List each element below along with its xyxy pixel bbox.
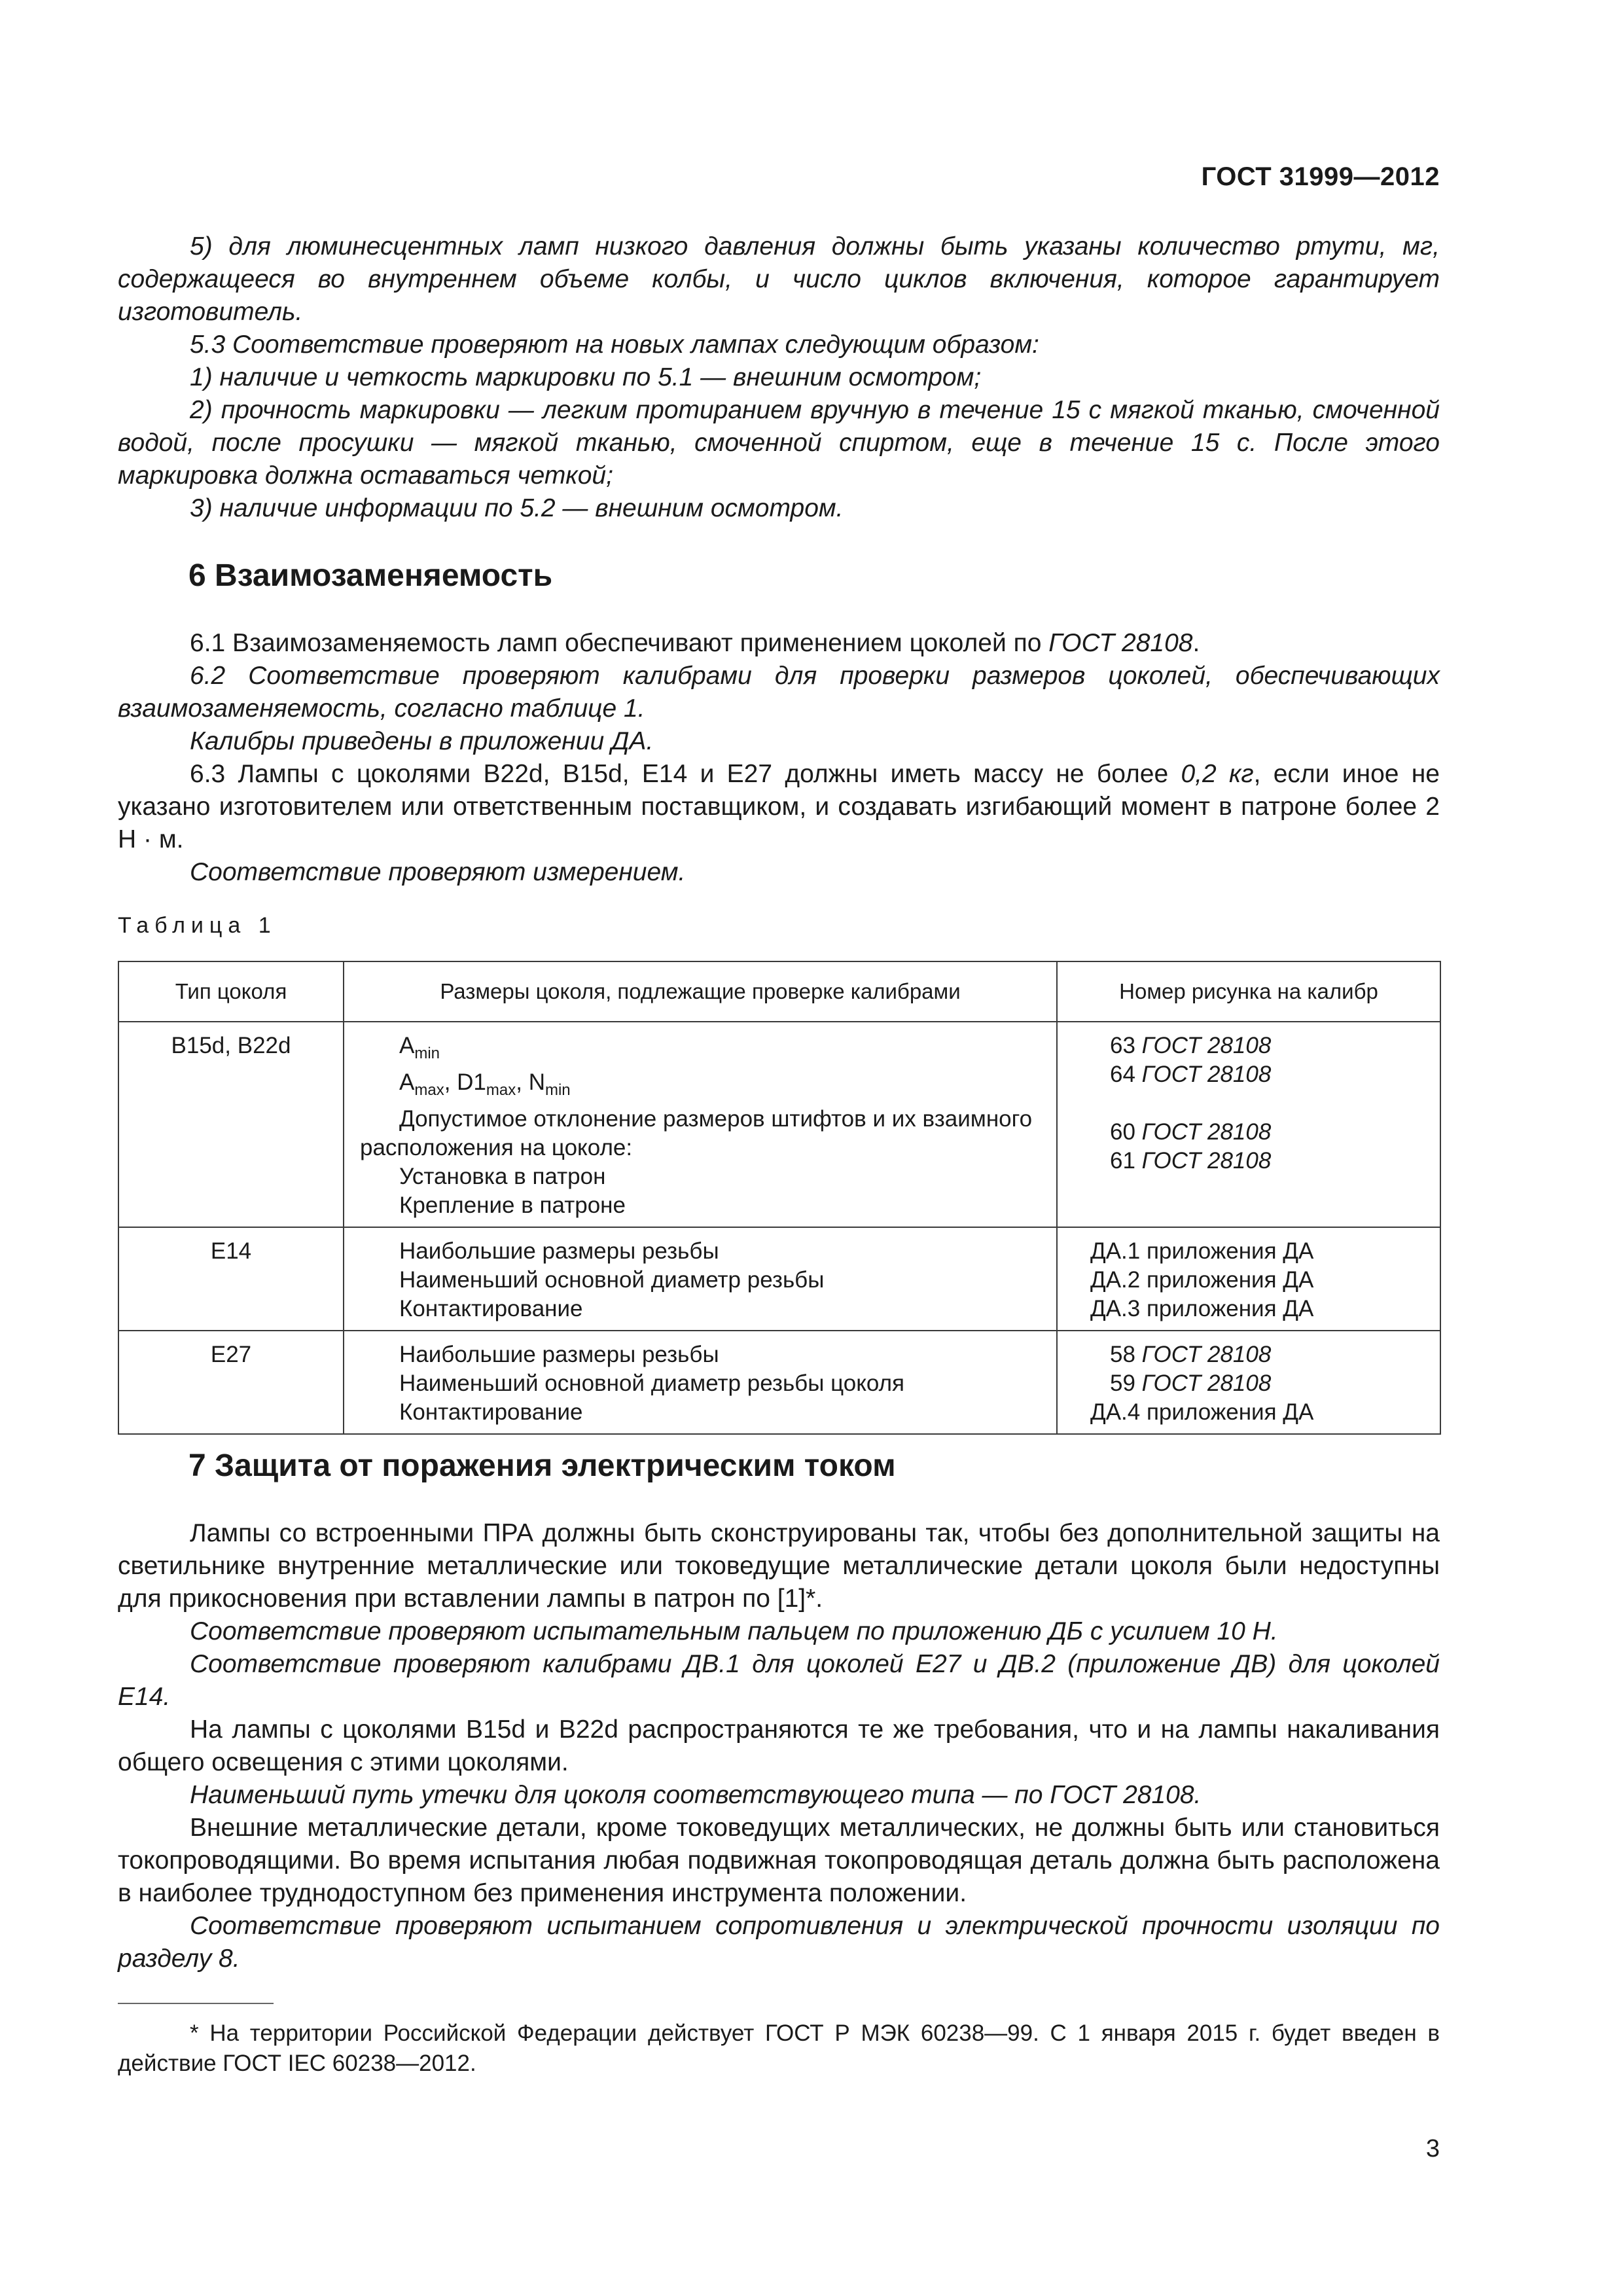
fig-ref-standard: ГОСТ 28108	[1141, 1033, 1272, 1058]
check-item-2: 2) прочность маркировки — легким протиранием вручную в течение 15 с мягкой тканью, смоченной водой, после просушки — мягкой тканью, смоченной спиртом, еще в течение 15 с. После этого маркировка должна оставаться четкой;	[118, 396, 1440, 490]
dim-item: Наименьший основной диаметр резьбы цоколя	[399, 1371, 904, 1396]
section-7-p3: Соответствие проверяют калибрами ДВ.1 для цоколей E27 и ДВ.2 (приложение ДВ) для цоколей E14.	[118, 1650, 1440, 1711]
table-row	[118, 1022, 1440, 1227]
dim-d1-symbol: , D1	[444, 1069, 486, 1095]
section-6-body	[118, 627, 1440, 889]
document-id-header: ГОСТ 31999—2012	[1201, 162, 1440, 191]
table-row	[118, 1331, 1440, 1434]
fig-ref-number: 58	[1110, 1342, 1142, 1367]
item-5-paragraph: 5) для люминесцентных ламп низкого давления должны быть указаны количество ртути, мг, содержащееся во внутреннем объеме колбы, и число циклов включения, которое гарантирует изготовитель.	[118, 232, 1440, 326]
fig-ref	[1110, 1369, 1427, 1398]
dim-a-min	[360, 1031, 1043, 1068]
fig-ref-number: 60	[1110, 1119, 1142, 1145]
fig-ref	[1110, 1031, 1427, 1060]
clause-6-1-end: .	[1192, 629, 1200, 657]
table-row	[118, 1227, 1440, 1331]
section-7-title: 7 Защита от поражения электрическим током	[188, 1448, 896, 1483]
fig-ref	[1110, 1060, 1427, 1089]
header-dimensions: Размеры цоколя, подлежащие проверке калибрами	[344, 961, 1057, 1022]
fig-ref: ДА.4 приложения ДА	[1090, 1399, 1314, 1425]
clause-6-1-ref: ГОСТ 28108	[1048, 629, 1193, 657]
fig-ref-number: 63	[1110, 1033, 1142, 1058]
fig-ref-number: 59	[1110, 1371, 1142, 1396]
footnote	[118, 2018, 1440, 2079]
fig-ref	[1110, 1340, 1427, 1369]
dim-a-min-sub: min	[414, 1045, 440, 1062]
dim-n-sub: min	[544, 1081, 571, 1099]
dim-pin-deviation: Допустимое отклонение размеров штифтов и их взаимного расположения на цоколе:	[360, 1106, 1033, 1160]
cell-base-type: E14	[118, 1227, 344, 1331]
section-7-p5: Наименьший путь утечки для цоколя соответствующего типа — по ГОСТ 28108.	[190, 1781, 1202, 1809]
dim-a-min-symbol: A	[399, 1033, 415, 1058]
section-7-p1: Лампы со встроенными ПРА должны быть сконструированы так, чтобы без дополнительной защиты на светильнике внутренние металлические или токоведущие металлические детали цоколя были недоступны для прикосновения при вставлении лампы в патрон по [1]*.	[118, 1519, 1440, 1613]
clause-6-3-text-end: , если иное не указано изготовителем или ответственным поставщиком, и создавать изгибающий момент в патроне более 2 Н · м.	[118, 760, 1440, 853]
cell-figure-refs	[1057, 1331, 1440, 1434]
cell-dimensions	[344, 1227, 1057, 1331]
cell-base-type: B15d, B22d	[118, 1022, 344, 1227]
fig-ref-standard: ГОСТ 28108	[1141, 1342, 1272, 1367]
section-7-p4: На лампы с цоколями B15d и B22d распространяются те же требования, что и на лампы накаливания общего освещения с этими цоколями.	[118, 1715, 1440, 1776]
dim-a-max-symbol: A	[399, 1069, 415, 1095]
section-7-p2: Соответствие проверяют испытательным пальцем по приложению ДБ с усилием 10 Н.	[190, 1617, 1278, 1645]
dim-retention: Крепление в патроне	[399, 1193, 626, 1218]
clause-6-3-mass: 0,2 кг	[1181, 760, 1254, 788]
dim-item: Контактирование	[399, 1296, 583, 1321]
clause-6-1-text: 6.1 Взаимозаменяемость ламп обеспечивают применением цоколей по	[190, 629, 1049, 657]
clause-6-3	[118, 758, 1440, 856]
fig-ref-standard: ГОСТ 28108	[1141, 1371, 1272, 1396]
clause-6-1	[118, 627, 1440, 660]
dim-n-symbol: , N	[516, 1069, 545, 1095]
dim-d1-sub: max	[486, 1081, 516, 1099]
section-6-title: 6 Взаимозаменяемость	[188, 558, 553, 593]
fig-ref-spacer	[1110, 1089, 1427, 1118]
fig-ref-number: 64	[1110, 1062, 1142, 1087]
clause-6-2-gauges: Калибры приведены в приложении ДА.	[190, 727, 654, 755]
clause-5-3	[118, 329, 1440, 361]
table-1	[118, 961, 1441, 1435]
cell-figure-refs	[1057, 1022, 1440, 1227]
header-figure-number: Номер рисунка на калибр	[1057, 961, 1440, 1022]
cell-dimensions	[344, 1331, 1057, 1434]
dim-item: Контактирование	[399, 1399, 583, 1425]
table-caption: Таблица 1	[118, 913, 277, 938]
clause-5-3-text: 5.3 Соответствие проверяют на новых лампах следующим образом:	[190, 331, 1039, 359]
cell-figure-refs	[1057, 1227, 1440, 1331]
fig-ref-standard: ГОСТ 28108	[1141, 1148, 1272, 1174]
clause-6-3-check: Соответствие проверяют измерением.	[190, 858, 686, 886]
dim-item: Наибольшие размеры резьбы	[399, 1342, 719, 1367]
dim-insertion: Установка в патрон	[399, 1164, 606, 1189]
section-7-p7: Соответствие проверяют испытанием сопротивления и электрической прочности изоляции по разделу 8.	[118, 1912, 1440, 1973]
clause-6-3-text: 6.3 Лампы с цоколями B22d, B15d, E14 и E27 должны иметь массу не более	[190, 760, 1181, 788]
intro-block	[118, 230, 1440, 525]
check-item-1: 1) наличие и четкость маркировки по 5.1 — внешним осмотром;	[190, 363, 982, 391]
fig-ref: ДА.1 приложения ДА	[1090, 1238, 1314, 1264]
clause-6-2: 6.2 Соответствие проверяют калибрами для проверки размеров цоколей, обеспечивающих взаимозаменяемость, согласно таблице 1.	[118, 662, 1440, 723]
cell-base-type: E27	[118, 1331, 344, 1434]
dim-a-max-sub: max	[414, 1081, 444, 1099]
fig-ref-number: 61	[1110, 1148, 1142, 1174]
dim-item: Наименьший основной диаметр резьбы	[399, 1267, 825, 1293]
footnote-text: * На территории Российской Федерации действует ГОСТ Р МЭК 60238—99. С 1 января 2015 г. будет введен в действие ГОСТ IEC 60238—2012.	[118, 2020, 1440, 2076]
cell-dimensions	[344, 1022, 1057, 1227]
dim-item: Наибольшие размеры резьбы	[399, 1238, 719, 1264]
header-base-type: Тип цоколя	[118, 961, 344, 1022]
fig-ref-standard: ГОСТ 28108	[1141, 1119, 1272, 1145]
dim-a-max-d1-n	[360, 1068, 1043, 1105]
table-header-row	[118, 961, 1440, 1022]
section-7-p6: Внешние металлические детали, кроме токоведущих металлических, не должны быть или становиться токопроводящими. Во время испытания любая подвижная токопроводящая деталь должна быть расположена в наиболее труднодоступном без применения инструмента положении.	[118, 1814, 1440, 1907]
section-7-body	[118, 1517, 1440, 1975]
footnote-divider	[118, 2003, 274, 2004]
fig-ref: ДА.3 приложения ДА	[1090, 1296, 1314, 1321]
fig-ref	[1110, 1147, 1427, 1175]
fig-ref: ДА.2 приложения ДА	[1090, 1267, 1314, 1293]
fig-ref	[1110, 1118, 1427, 1147]
page-number: 3	[1425, 2135, 1440, 2162]
check-item-3: 3) наличие информации по 5.2 — внешним осмотром.	[190, 494, 844, 522]
fig-ref-standard: ГОСТ 28108	[1141, 1062, 1272, 1087]
